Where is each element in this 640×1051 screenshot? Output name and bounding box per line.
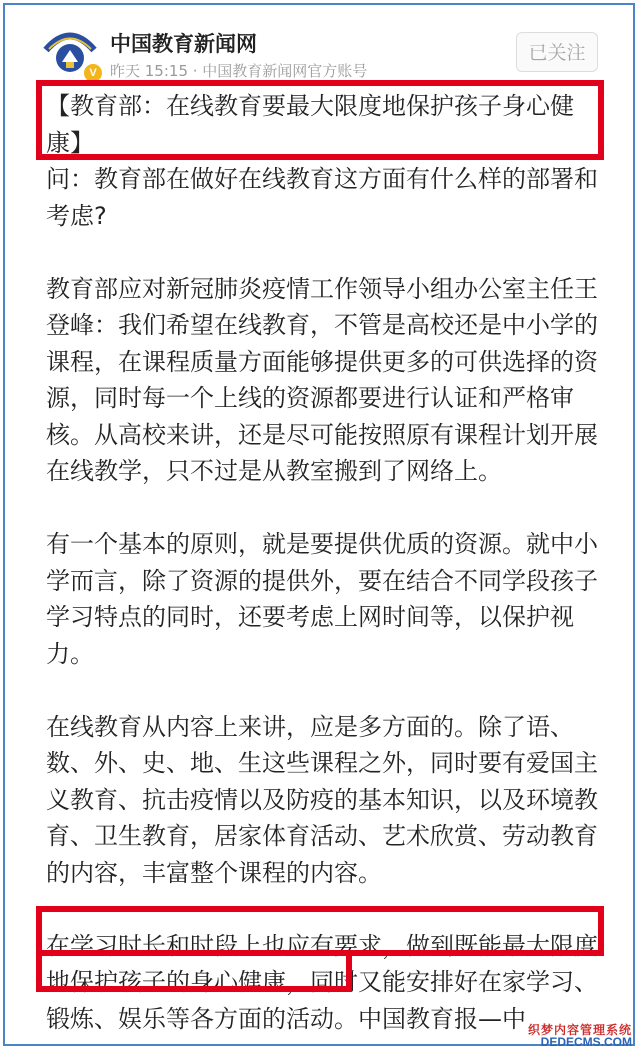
- follow-button[interactable]: 已关注: [516, 32, 598, 72]
- watermark-line-1: 织梦内容管理系统: [527, 1022, 632, 1037]
- account-name[interactable]: 中国教育新闻网: [110, 32, 257, 56]
- account-avatar[interactable]: [42, 28, 98, 79]
- interview-question: 问：教育部在做好在线教育这方面有什么样的部署和考虑?: [46, 165, 598, 230]
- article-title: 【教育部：在线教育要最大限度地保护孩子身心健康】: [46, 92, 574, 157]
- article-paragraph: 在学习时长和时段上也应有要求，做到既能最大限度地保护孩子的身心健康，同时又能安排好在家学习、锻炼、娱乐等各方面的活动。中国教育报—中: [46, 931, 598, 1033]
- watermark-logo: [528, 1024, 632, 1049]
- article-body: [46, 88, 602, 1037]
- post-header: [38, 22, 608, 82]
- verified-badge-icon: V: [82, 62, 104, 84]
- article-paragraph: 在线教育从内容上来讲，应是多方面的。除了语、数、外、史、地、生这些课程之外，同时要有爱国主义教育、抗击疫情以及防疫的基本知识，以及环境教育、卫生教育，居家体育活动、艺术欣赏、劳动教育的内容，丰富整个课程的内容。: [46, 712, 598, 887]
- post-meta: 昨天 15:15 · 中国教育新闻网官方账号: [110, 62, 368, 80]
- article-paragraph: 有一个基本的原则，就是要提供优质的资源。就中小学而言，除了资源的提供外，要在结合不同学段孩子学习特点的同时，还要考虑上网时间等，以保护视力。: [46, 530, 598, 668]
- article-paragraph: 教育部应对新冠肺炎疫情工作领导小组办公室主任王登峰：我们希望在线教育，不管是高校还是中小学的课程，在课程质量方面能够提供更多的可供选择的资源，同时每一个上线的资源都要进行认证和严格审核。从高校来讲，还是尽可能按照原有课程计划开展在线教学，只不过是从教室搬到了网络上。: [46, 274, 598, 485]
- watermark-line-2: DEDECMS.COM: [540, 1035, 632, 1050]
